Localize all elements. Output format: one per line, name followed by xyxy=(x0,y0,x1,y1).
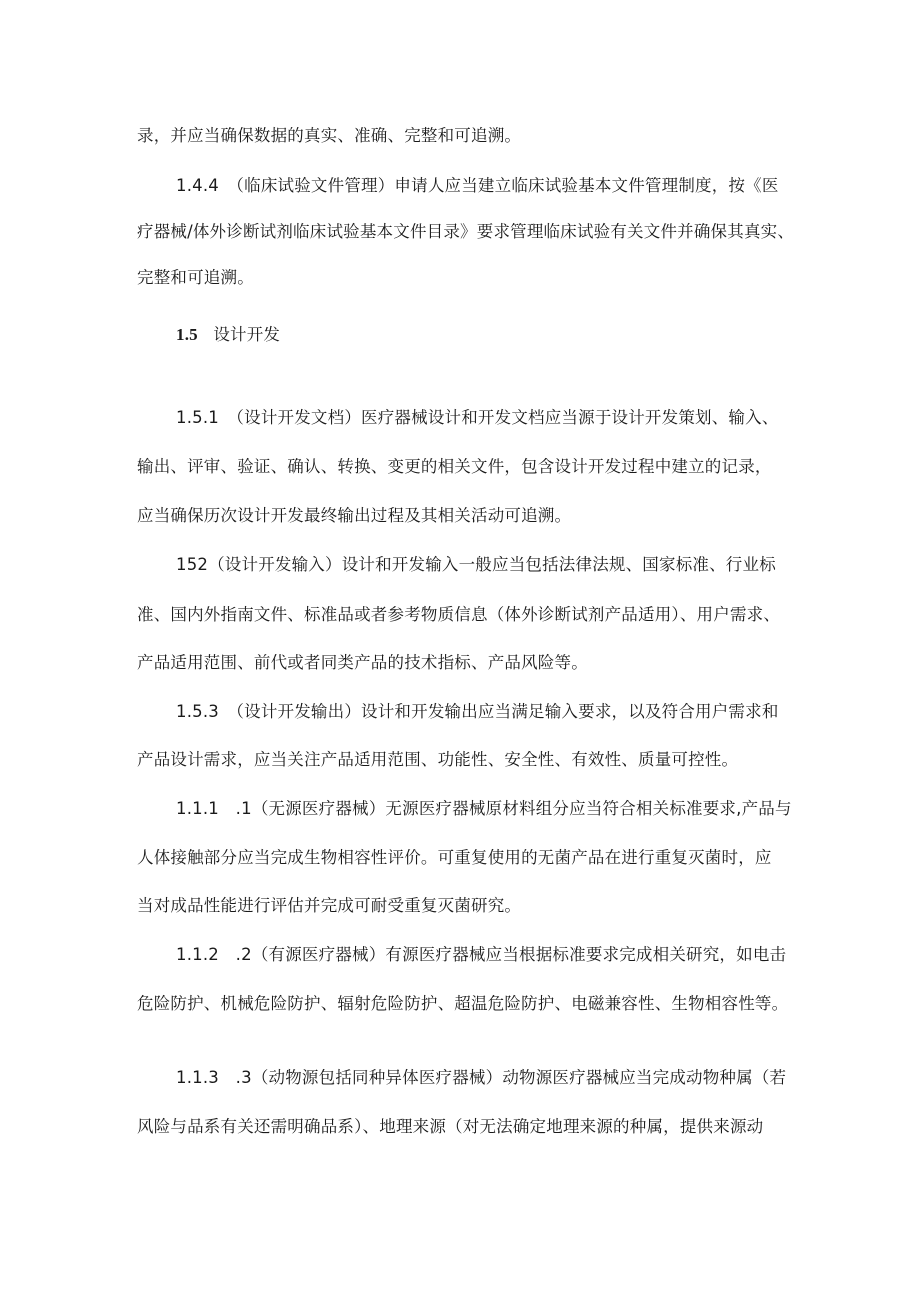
paragraph-line: 风险与品系有关还需明确品系）、地理来源（对无法确定地理来源的种属，提供来源动 xyxy=(137,1117,764,1136)
paragraph-line: 录，并应当确保数据的真实、准确、完整和可追溯。 xyxy=(137,126,522,145)
section-number: 1.5 xyxy=(176,325,198,344)
paragraph-line: 准、国内外指南文件、标准品或者参考物质信息（体外诊断试剂产品适用）、用户需求、 xyxy=(137,605,781,624)
paragraph-line: 完整和可追溯。 xyxy=(137,268,254,287)
paragraph-line: 输出、评审、验证、确认、转换、变更的相关文件，包含设计开发过程中建立的记录， xyxy=(137,457,772,476)
paragraph-line: 1.5.3 （设计开发输出）设计和开发输出应当满足输入要求，以及符合用户需求和 xyxy=(176,702,779,721)
paragraph-line: 152（设计开发输入）设计和开发输入一般应当包括法律法规、国家标准、行业标 xyxy=(176,555,776,574)
section-title: 设计开发 xyxy=(213,325,281,344)
paragraph-line: 1.1.2 .2（有源医疗器械）有源医疗器械应当根据标准要求完成相关研究，如电击 xyxy=(176,945,787,964)
paragraph-line: 当对成品性能进行评估并完成可耐受重复灭菌研究。 xyxy=(137,896,522,915)
paragraph-line: 疗器械/体外诊断试剂临床试验基本文件目录》要求管理临床试验有关文件并确保其真实、 xyxy=(137,222,795,241)
paragraph-line: 人体接触部分应当完成生物相容性评价。可重复使用的无菌产品在进行重复灭菌时，应 xyxy=(137,848,772,867)
paragraph-line: 1.1.3 .3（动物源包括同种异体医疗器械）动物源医疗器械应当完成动物种属（若 xyxy=(176,1068,787,1087)
paragraph-line: 1.1.1 .1（无源医疗器械）无源医疗器械原材料组分应当符合相关标准要求,产品与 xyxy=(176,799,792,818)
section-heading xyxy=(176,323,280,347)
paragraph-line: 应当确保历次设计开发最终输出过程及其相关活动可追溯。 xyxy=(137,506,572,525)
paragraph-line: 1.5.1 （设计开发文档）医疗器械设计和开发文档应当源于设计开发策划、输入、 xyxy=(176,408,779,427)
paragraph-line: 产品设计需求，应当关注产品适用范围、功能性、安全性、有效性、质量可控性。 xyxy=(137,750,739,769)
paragraph-line: 1.4.4 （临床试验文件管理）申请人应当建立临床试验基本文件管理制度，按《医 xyxy=(176,176,779,195)
paragraph-line: 危险防护、机械危险防护、辐射危险防护、超温危险防护、电磁兼容性、生物相容性等。 xyxy=(137,994,789,1013)
paragraph-line: 产品适用范围、前代或者同类产品的技术指标、产品风险等。 xyxy=(137,653,588,672)
